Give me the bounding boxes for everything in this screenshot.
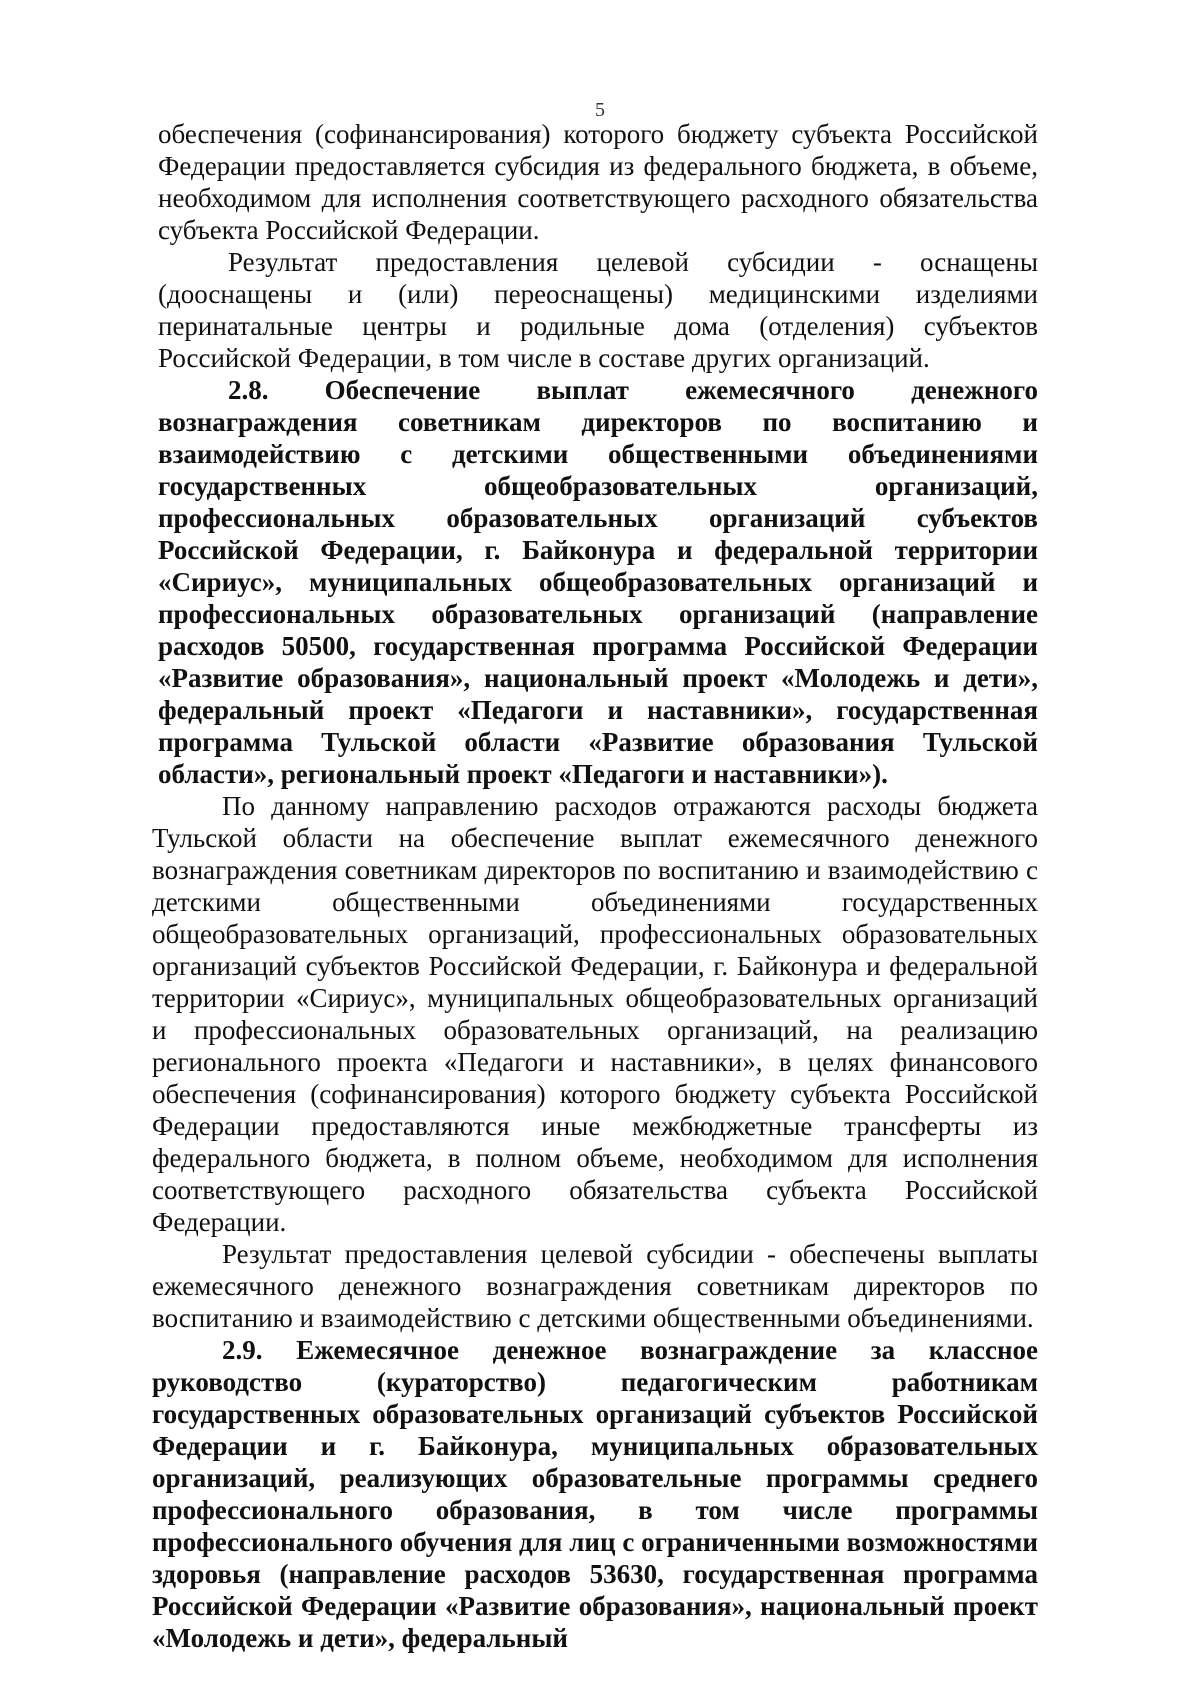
paragraph-expenses-description: По данному направлению расходов отражаются расходы бюджета Тульской области на обеспечение выплат ежемесячного денежного вознаграждения советникам директоров по воспитанию и взаимодействию с детскими общественными объединениями государственных общеобразовательных организаций, профессиональных образовательных организаций субъектов Российской Федерации, г. Байконура и федеральной территории «Сириус», муниципальных общеобразовательных организаций и профессиональных образовательных организаций, на реализацию регионального проекта «Педагоги и наставники», в целях финансового обеспечения (софинансирования) которого бюджету субъекта Российской Федерации предоставляются иные межбюджетные трансферты из федерального бюджета, в полном объеме, необходимом для исполнения соответствующего расходного обязательства субъекта Российской Федерации.: [152, 791, 1038, 1237]
page-number: 5: [595, 99, 605, 121]
paragraph-result-perinatal: Результат предоставления целевой субсидии - оснащены (дооснащены и (или) переоснащены) медицинскими изделиями перинатальные центры и родильные дома (отделения) субъектов Российской Федерации, в том числе в составе других организаций.: [158, 247, 1038, 373]
section-heading-2-9: 2.9. Ежемесячное денежное вознаграждение за классное руководство (кураторство) педагогическим работникам государственных образовательных организаций субъектов Российской Федерации и г. Байконура, муниципальных образовательных организаций, реализующих образовательные программы среднего профессионального образования, в том числе программы профессионального обучения для лиц с ограниченными возможностями здоровья (направление расходов 53630, государственная программа Российской Федерации «Развитие образования», национальный проект «Молодежь и дети», федеральный: [152, 1335, 1038, 1653]
paragraph-result-advisors: Результат предоставления целевой субсидии - обеспечены выплаты ежемесячного денежного вознаграждения советникам директоров по воспитанию и взаимодействию с детскими общественными объединениями.: [152, 1239, 1038, 1333]
paragraph-continuation: обеспечения (софинансирования) которого бюджету субъекта Российской Федерации предоставляется субсидия из федерального бюджета, в объеме, необходимом для исполнения соответствующего расходного обязательства субъекта Российской Федерации.: [158, 119, 1038, 245]
document-body: [152, 118, 1038, 1654]
section-heading-2-8: 2.8. Обеспечение выплат ежемесячного денежного вознаграждения советникам директоров по воспитанию и взаимодействию с детскими общественными объединениями государственных общеобразовательных организаций, профессиональных образовательных организаций субъектов Российской Федерации, г. Байконура и федеральной территории «Сириус», муниципальных общеобразовательных организаций и профессиональных образовательных организаций (направление расходов 50500, государственная программа Российской Федерации «Развитие образования», национальный проект «Молодежь и дети», федеральный проект «Педагоги и наставники», государственная программа Тульской области «Развитие образования Тульской области», региональный проект «Педагоги и наставники»).: [158, 375, 1038, 789]
